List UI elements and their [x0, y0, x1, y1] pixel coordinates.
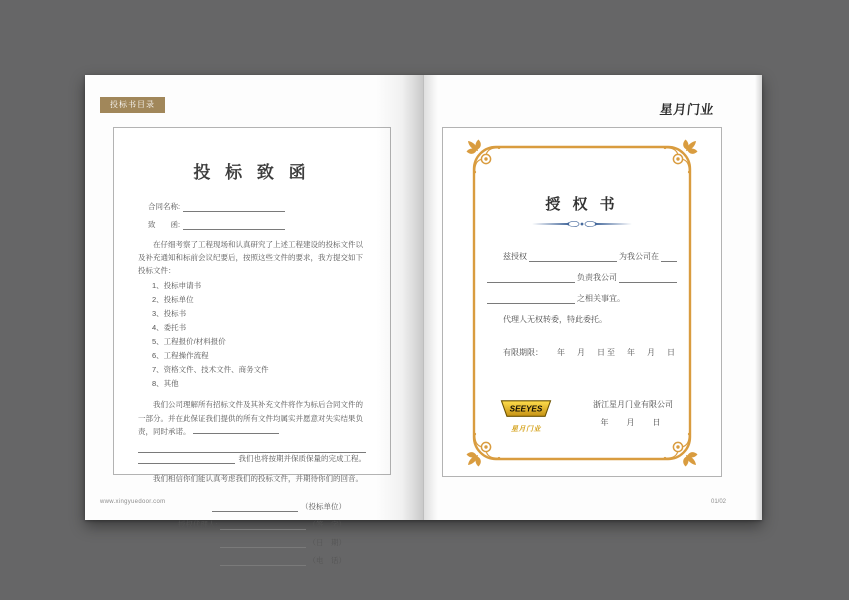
authorize-pre-text: 兹授权 [503, 252, 527, 261]
full-width-blank-line [138, 440, 366, 453]
authorization-box [442, 127, 722, 477]
authorize-line-2 [487, 272, 677, 283]
validity-label: 有限期限： [503, 348, 543, 357]
left-page [85, 75, 424, 565]
responsible-text: 负责我公司 [577, 273, 617, 282]
completion-row [138, 453, 366, 464]
authorization-title: 授 权 书 [545, 196, 619, 213]
list-item: 7、资格文件、技术文件、商务文件 [152, 364, 269, 374]
authorize-mid-text: 为我公司在 [619, 252, 659, 261]
company-name: 浙江星月门业有限公司 [593, 400, 673, 409]
list-item: 6、工程操作流程 [152, 350, 209, 360]
signature-suffix: （电 话） [308, 555, 346, 565]
bid-letter-title: 投 标 致 函 [193, 163, 311, 182]
list-item: 5、工程报价/材料报价 [152, 336, 226, 346]
company-logo [497, 399, 555, 434]
signature-blank [220, 558, 306, 566]
business-blank [619, 274, 677, 283]
brand-logotype: 星月门业 [659, 102, 715, 117]
signature-blank [220, 522, 306, 530]
authorize-line-1 [487, 251, 677, 262]
completion-text: 我们也将按期并保质保量的完成工程。 [238, 453, 366, 463]
list-item: 4、委托书 [152, 323, 187, 332]
signature-row [146, 537, 346, 548]
no-transfer-line [487, 314, 677, 325]
website-url: www.xingyuedoor.com [100, 499, 166, 505]
region-blank [661, 253, 677, 262]
list-item: 3、投标书 [152, 309, 187, 319]
business-blank-2 [487, 295, 575, 304]
commitment-blank [193, 426, 279, 434]
right-page [424, 75, 762, 520]
gold-frame-area [465, 138, 699, 468]
brochure-spread [85, 75, 762, 565]
addressee-blank [183, 222, 285, 230]
intro-text: 在仔细考察了工程现场和认真研究了上述工程建设的投标文件以及补充通知和标前会议纪要后，按照这些文件的要求，我方提交如下投标文件： [138, 240, 363, 276]
signature-blank [220, 540, 306, 548]
no-transfer-text: 代理人无权转委，特此委托。 [503, 315, 607, 324]
matters-text: 之相关事宜。 [577, 294, 625, 303]
signature-row [146, 519, 346, 530]
region-blank-2 [487, 274, 575, 283]
blue-flourish-divider-icon [532, 219, 632, 229]
logo-chinese-name: 星月门业 [511, 426, 541, 433]
company-signature [593, 399, 673, 428]
list-item: 1、投标申请书 [152, 281, 202, 291]
signature-blank [212, 504, 298, 512]
completion-blank [138, 456, 235, 464]
signature-row [146, 555, 346, 566]
signature-suffix: （日 期） [308, 537, 346, 547]
intro-paragraph [138, 238, 366, 277]
agent-name-blank [529, 253, 617, 262]
logo-wordmark: SEEYES [509, 404, 543, 414]
authorization-content [465, 138, 699, 468]
validity-line [487, 347, 677, 358]
commitment-text: 我们公司理解所有招标文件及其补充文件将作为标后合同文件的一部分。并在此保证我们提供的所有文件均属实并愿意对失实结果负责，同时承诺。 [138, 400, 363, 436]
contract-name-label: 合同名称: [148, 202, 181, 211]
list-item: 8、其他 [152, 378, 179, 388]
seeyes-shield-logo-icon [498, 399, 554, 419]
signature-row [146, 501, 346, 512]
validity-dates: 年 月 日至 年 月 日 [557, 348, 677, 357]
signature-prefix: 授权代理人: [177, 519, 218, 529]
addressee-label: 致 函: [148, 220, 181, 229]
list-item: 2、投标单位 [152, 295, 194, 305]
authorization-footer [497, 399, 677, 434]
signature-block [146, 501, 346, 566]
section-tag-badge: 投标书目录 [100, 97, 165, 113]
contract-name-row [138, 201, 366, 212]
signature-suffix: （投标单位） [301, 501, 346, 511]
signature-suffix: （签 字） [308, 519, 346, 529]
commitment-paragraph [138, 398, 366, 437]
authorize-line-3 [487, 293, 677, 304]
contract-name-blank [183, 204, 285, 212]
company-date-line: 年 月 日 [600, 418, 666, 427]
authorization-body [487, 251, 677, 358]
closing-text: 我们相信你们能认真考虑我们的投标文件，并期待你们的回音。 [153, 473, 363, 483]
page-number: 01/02 [710, 499, 726, 505]
addressee-row [138, 219, 366, 230]
document-list [138, 279, 366, 390]
closing-paragraph [138, 472, 366, 485]
